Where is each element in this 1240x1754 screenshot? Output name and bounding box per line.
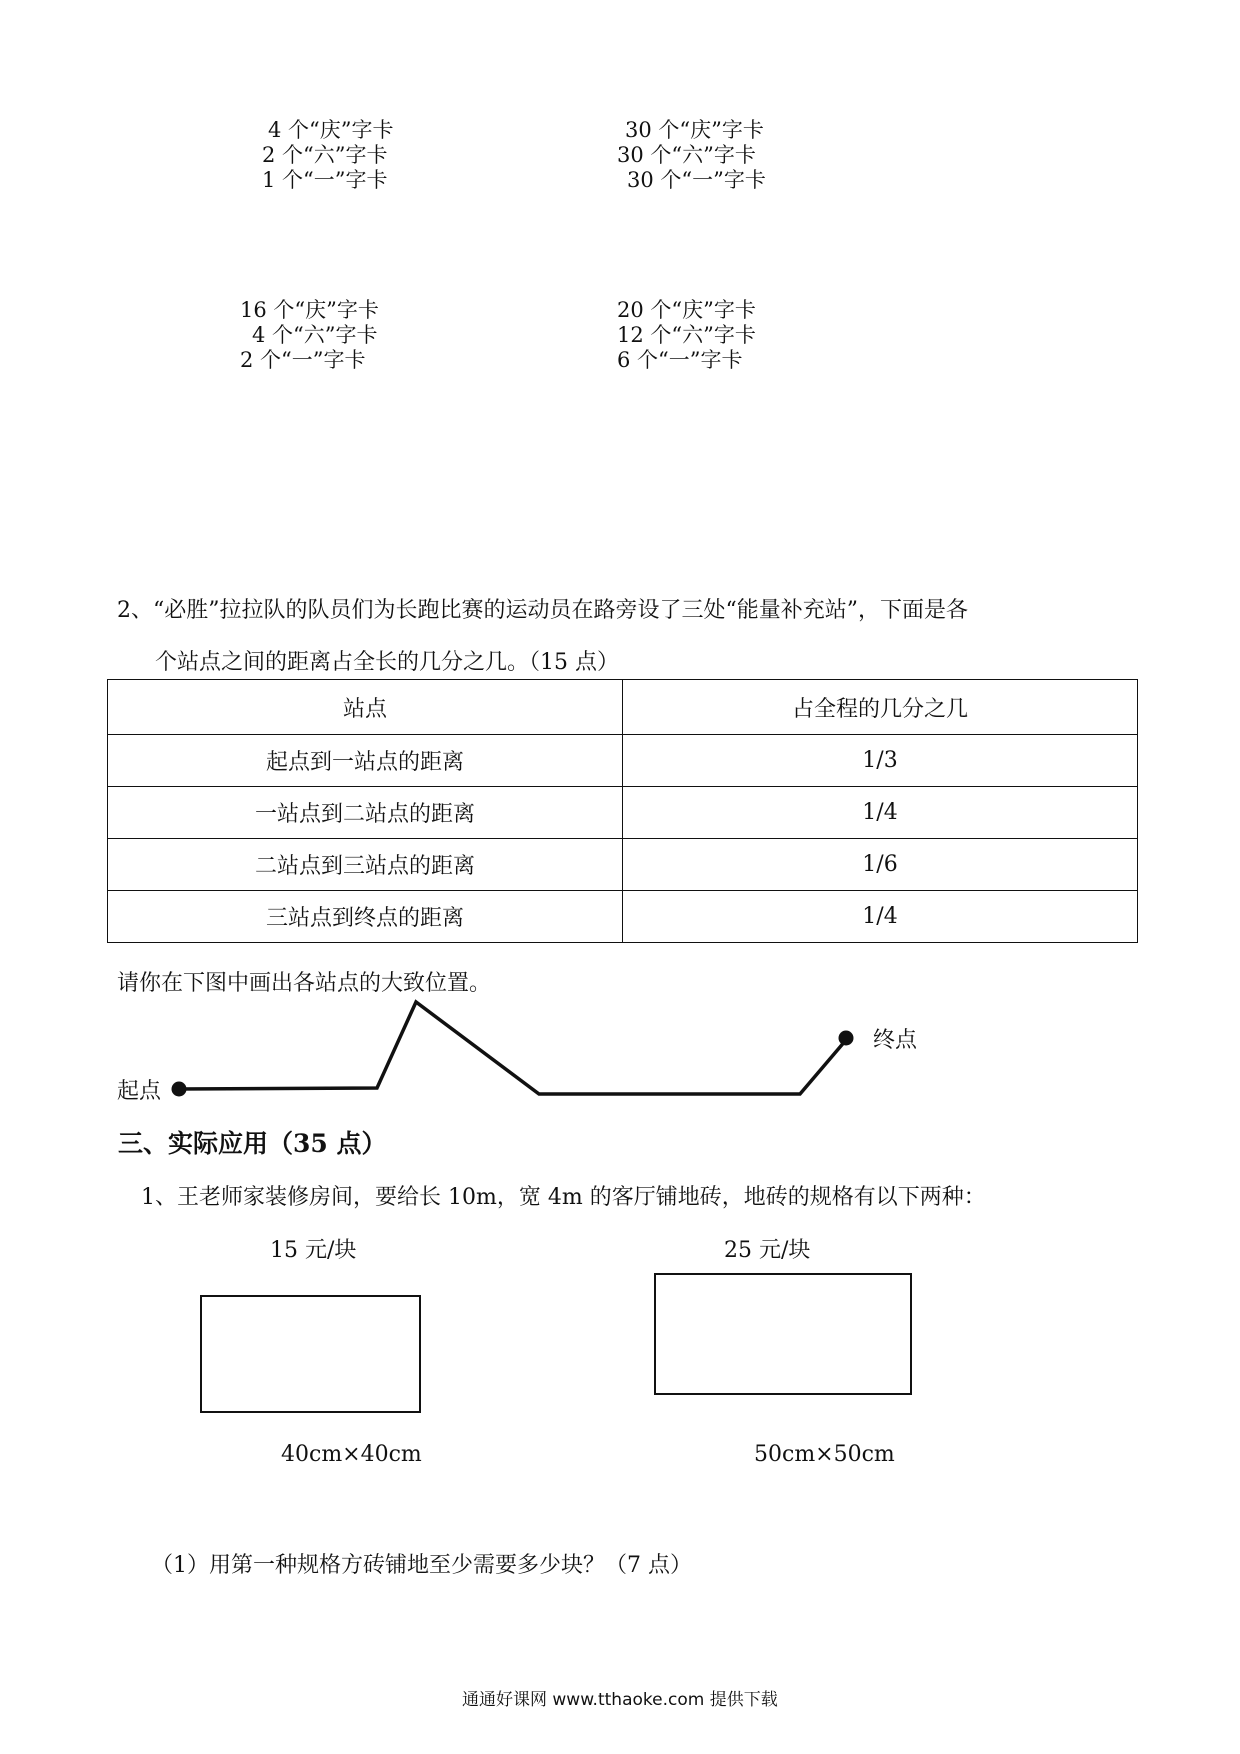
table-header-fraction: 占全程的几分之几 — [623, 680, 1138, 735]
table-header-station: 站点 — [108, 680, 623, 735]
start-point-label: 起点 — [117, 1079, 162, 1104]
question-2-text-continued: 个站点之间的距离占全长的几分之几。（15 点） — [155, 650, 619, 675]
tile-2-size: 50cm×50cm — [754, 1442, 895, 1467]
station-cell: 起点到一站点的距离 — [108, 735, 623, 787]
card-line: 4 个“六”字卡 — [252, 323, 378, 347]
page-footer: 通通好课网 www.tthaoke.com 提供下载 — [462, 1690, 778, 1710]
question-3-1-text: 1、王老师家装修房间，要给长 10m，宽 4m 的客厅铺地砖，地砖的规格有以下两种： — [141, 1185, 986, 1210]
question-2-text: 2、“必胜”拉拉队的队员们为长跑比赛的运动员在路旁设了三处“能量补充站”，下面是各 — [117, 598, 968, 623]
card-line: 6 个“一”字卡 — [617, 348, 743, 372]
card-line: 1 个“一”字卡 — [262, 168, 388, 192]
fraction-cell: 1/6 — [623, 839, 1138, 891]
end-point-dot — [839, 1031, 854, 1046]
tile-2-diagram — [654, 1273, 912, 1395]
station-cell: 一站点到二站点的距离 — [108, 787, 623, 839]
station-cell: 二站点到三站点的距离 — [108, 839, 623, 891]
start-point-dot — [172, 1082, 187, 1097]
card-line: 2 个“一”字卡 — [240, 348, 366, 372]
tile-1-diagram — [200, 1295, 421, 1413]
end-point-label: 终点 — [873, 1028, 918, 1053]
card-line: 30 个“庆”字卡 — [625, 118, 764, 142]
station-cell: 三站点到终点的距离 — [108, 891, 623, 943]
card-line: 2 个“六”字卡 — [262, 143, 388, 167]
sub-question-1: （1）用第一种规格方砖铺地至少需要多少块？（7 点） — [151, 1553, 692, 1578]
card-line: 16 个“庆”字卡 — [240, 298, 379, 322]
card-line: 12 个“六”字卡 — [617, 323, 756, 347]
tile-2-price: 25 元/块 — [724, 1238, 811, 1263]
fraction-cell: 1/3 — [623, 735, 1138, 787]
section-3-title: 三、实际应用（35 点） — [118, 1129, 387, 1158]
route-path — [177, 1002, 846, 1094]
card-line: 30 个“一”字卡 — [627, 168, 766, 192]
card-line: 30 个“六”字卡 — [617, 143, 756, 167]
route-instruction: 请你在下图中画出各站点的大致位置。 — [117, 971, 492, 996]
card-line: 20 个“庆”字卡 — [617, 298, 756, 322]
card-line: 4 个“庆”字卡 — [268, 118, 394, 142]
fraction-cell: 1/4 — [623, 891, 1138, 943]
tile-1-price: 15 元/块 — [270, 1238, 357, 1263]
fraction-cell: 1/4 — [623, 787, 1138, 839]
tile-1-size: 40cm×40cm — [281, 1442, 422, 1467]
